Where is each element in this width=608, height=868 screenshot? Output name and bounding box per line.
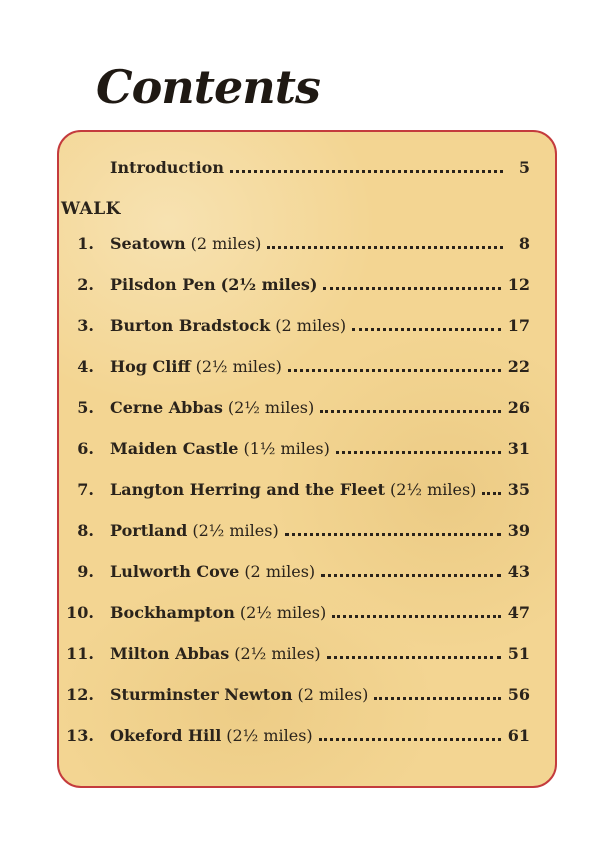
toc-entry-label: Introduction — [110, 158, 224, 177]
toc-entry-walk[interactable] — [61, 685, 530, 705]
walk-name: Seatown — [110, 234, 186, 253]
toc-entry-page-number: 31 — [507, 439, 530, 458]
walk-name: Burton Bradstock — [110, 316, 271, 335]
toc-entry-page-number: 39 — [507, 521, 530, 540]
section-label-walk: WALK — [61, 199, 121, 219]
walk-name: Milton Abbas — [110, 644, 230, 663]
walk-distance: (2½ miles) — [192, 521, 279, 540]
walk-title — [110, 357, 282, 377]
toc-entry-page-number: 17 — [507, 316, 530, 335]
toc-entry-walk[interactable] — [61, 275, 530, 295]
walk-distance: (2½ miles) — [390, 480, 477, 499]
walk-number: 2. — [77, 275, 94, 294]
dot-leader — [288, 369, 501, 372]
toc-entry-walk[interactable] — [61, 603, 530, 623]
dot-leader — [323, 287, 500, 290]
walk-distance: (2 miles) — [244, 562, 316, 581]
walk-number: 11. — [66, 644, 94, 663]
walk-title — [110, 685, 368, 705]
dot-leader — [267, 246, 503, 249]
toc-entry-page-number: 22 — [507, 357, 530, 376]
toc-entry-walk[interactable] — [61, 480, 530, 500]
toc-entry-page-number: 5 — [518, 158, 530, 177]
walk-distance: (2 miles) — [190, 234, 262, 253]
walk-number: 9. — [77, 562, 94, 581]
dot-leader — [374, 697, 500, 700]
dot-leader — [320, 410, 501, 413]
toc-entry-page-number: 51 — [507, 644, 530, 663]
toc-entry-page-number: 61 — [507, 726, 530, 745]
walk-number: 3. — [77, 316, 94, 335]
walk-name: Maiden Castle — [110, 439, 239, 458]
walk-distance: (2 miles) — [297, 685, 369, 704]
toc-entry-walk[interactable] — [61, 439, 530, 459]
page-title: Contents — [96, 60, 320, 114]
walk-title — [110, 316, 346, 336]
walk-number: 7. — [77, 480, 94, 499]
toc-entry-page-number: 47 — [507, 603, 530, 622]
toc-entry-walk[interactable] — [61, 644, 530, 664]
dot-leader — [319, 738, 501, 741]
walk-name: Bockhampton — [110, 603, 235, 622]
dot-leader — [230, 170, 503, 173]
walk-name: Lulworth Cove — [110, 562, 240, 581]
walk-title — [110, 439, 330, 459]
walk-distance: (1½ miles) — [243, 439, 330, 458]
walk-title — [110, 562, 315, 582]
toc-entry-walk[interactable] — [61, 398, 530, 418]
walk-distance: (2½ miles) — [239, 603, 327, 622]
dot-leader — [352, 328, 501, 331]
walk-number: 4. — [77, 357, 94, 376]
walk-title — [110, 234, 261, 254]
walk-name: Langton Herring and the Fleet — [110, 480, 386, 499]
dot-leader — [482, 492, 500, 495]
walk-distance: (2½ miles) — [234, 644, 321, 663]
walk-title — [110, 603, 326, 623]
walk-name: Okeford Hill — [110, 726, 222, 745]
toc-entry-page-number: 12 — [507, 275, 530, 294]
toc-entry-walk[interactable] — [61, 234, 530, 254]
walk-list — [61, 234, 530, 746]
walk-name: Portland — [110, 521, 188, 540]
walk-number: 8. — [77, 521, 94, 540]
toc-entry-introduction[interactable] — [110, 158, 530, 178]
toc-entry-walk[interactable] — [61, 316, 530, 336]
walk-number: 1. — [77, 234, 94, 253]
walk-number: 5. — [77, 398, 94, 417]
toc-entry-page-number: 35 — [507, 480, 530, 499]
toc-panel — [57, 130, 557, 788]
walk-title — [110, 398, 314, 418]
toc-entry-page-number: 8 — [518, 234, 530, 253]
walk-number: 13. — [66, 726, 94, 745]
dot-leader — [327, 656, 501, 659]
walk-title — [110, 275, 317, 295]
walk-number: 10. — [66, 603, 94, 622]
walk-title — [110, 644, 321, 664]
walk-number: 12. — [66, 685, 94, 704]
toc-entry-walk[interactable] — [61, 357, 530, 377]
toc-entry-page-number: 43 — [507, 562, 530, 581]
toc-entry-page-number: 26 — [507, 398, 530, 417]
toc-entry-walk[interactable] — [61, 562, 530, 582]
walk-distance: (2 miles) — [275, 316, 347, 335]
toc-entry-walk[interactable] — [61, 726, 530, 746]
walk-distance: (2½ miles) — [227, 398, 315, 417]
walk-distance: (2½ miles) — [195, 357, 282, 376]
walk-distance: (2½ miles) — [220, 275, 318, 294]
walk-distance: (2½ miles) — [226, 726, 313, 745]
walk-number: 6. — [77, 439, 94, 458]
dot-leader — [285, 533, 501, 536]
dot-leader — [321, 574, 501, 577]
dot-leader — [336, 451, 501, 454]
walk-name: Hog Cliff — [110, 357, 191, 376]
toc-entry-walk[interactable] — [61, 521, 530, 541]
toc-entry-page-number: 56 — [507, 685, 530, 704]
walk-title — [110, 480, 476, 500]
walk-title — [110, 521, 279, 541]
walk-name: Cerne Abbas — [110, 398, 223, 417]
walk-name: Pilsdon Pen — [110, 275, 216, 294]
walk-name: Sturminster Newton — [110, 685, 293, 704]
dot-leader — [332, 615, 501, 618]
walk-title — [110, 726, 313, 746]
